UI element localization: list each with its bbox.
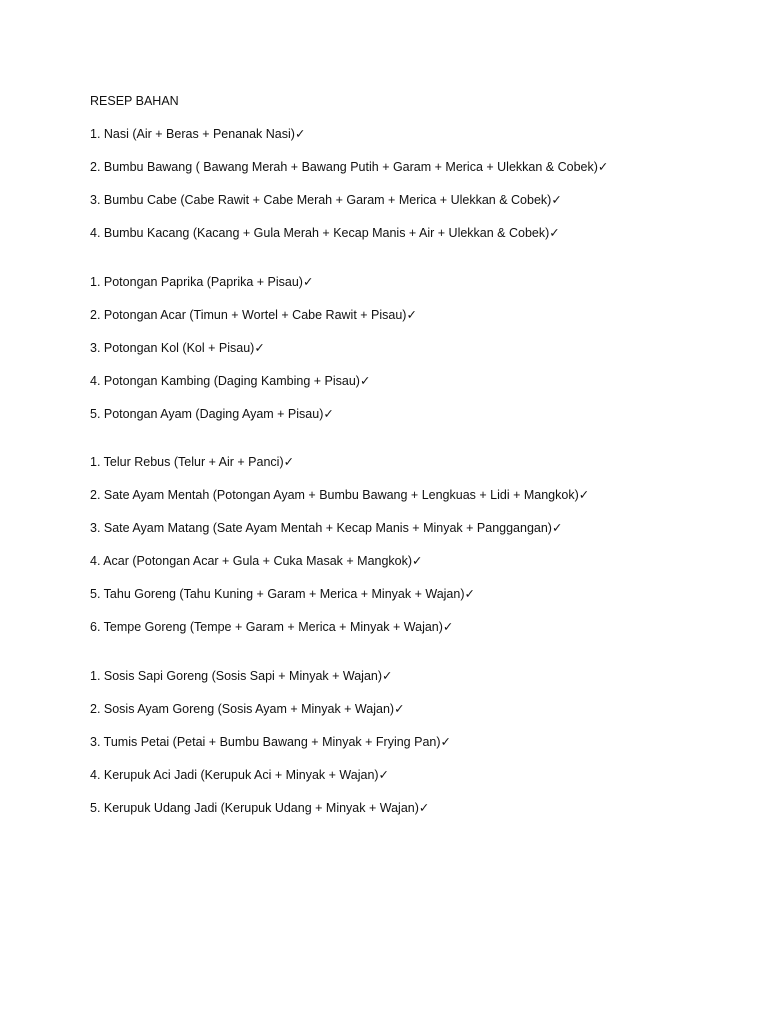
- recipe-item: 5. Tahu Goreng (Tahu Kuning + Garam + Merica + Minyak + Wajan)✓: [90, 587, 475, 601]
- recipe-group-gorengan: [90, 668, 750, 816]
- recipe-item: 3. Bumbu Cabe (Cabe Rawit + Cabe Merah + Garam + Merica + Ulekkan & Cobek)✓: [90, 193, 562, 207]
- recipe-item: 4. Potongan Kambing (Daging Kambing + Pisau)✓: [90, 373, 371, 388]
- recipe-item: 1. Telur Rebus (Telur + Air + Panci)✓: [90, 455, 295, 469]
- recipe-item: 2. Sosis Ayam Goreng (Sosis Ayam + Minyak + Wajan)✓: [90, 701, 405, 716]
- recipe-item: 5. Kerupuk Udang Jadi (Kerupuk Udang + Minyak + Wajan)✓: [90, 800, 430, 815]
- recipe-item: 1. Potongan Paprika (Paprika + Pisau)✓: [90, 274, 314, 289]
- recipe-item: 4. Bumbu Kacang (Kacang + Gula Merah + Kecap Manis + Air + Ulekkan & Cobek)✓: [90, 226, 560, 240]
- recipe-item: 1. Sosis Sapi Goreng (Sosis Sapi + Minyak + Wajan)✓: [90, 668, 393, 683]
- document-heading: RESEP BAHAN: [90, 94, 179, 108]
- recipe-item: 2. Sate Ayam Mentah (Potongan Ayam + Bumbu Bawang + Lengkuas + Lidi + Mangkok)✓: [90, 488, 590, 502]
- recipe-item: 1. Nasi (Air + Beras + Penanak Nasi)✓: [90, 127, 306, 141]
- recipe-group-potongan: [90, 274, 750, 422]
- recipe-item: 4. Kerupuk Aci Jadi (Kerupuk Aci + Minyak + Wajan)✓: [90, 767, 390, 782]
- document-content: [90, 93, 750, 848]
- recipe-item: 3. Sate Ayam Matang (Sate Ayam Mentah + Kecap Manis + Minyak + Panggangan)✓: [90, 521, 563, 535]
- recipe-item: 2. Bumbu Bawang ( Bawang Merah + Bawang Putih + Garam + Merica + Ulekkan & Cobek)✓: [90, 160, 609, 174]
- recipe-item: 5. Potongan Ayam (Daging Ayam + Pisau)✓: [90, 406, 334, 421]
- recipe-item: 3. Tumis Petai (Petai + Bumbu Bawang + Minyak + Frying Pan)✓: [90, 734, 451, 749]
- recipe-item: 6. Tempe Goreng (Tempe + Garam + Merica + Minyak + Wajan)✓: [90, 620, 454, 634]
- recipe-group-masakan: [90, 454, 750, 635]
- recipe-item: 3. Potongan Kol (Kol + Pisau)✓: [90, 340, 265, 355]
- recipe-item: 4. Acar (Potongan Acar + Gula + Cuka Masak + Mangkok)✓: [90, 554, 423, 568]
- recipe-item: 2. Potongan Acar (Timun + Wortel + Cabe Rawit + Pisau)✓: [90, 307, 417, 322]
- recipe-group-bumbu: [90, 126, 750, 241]
